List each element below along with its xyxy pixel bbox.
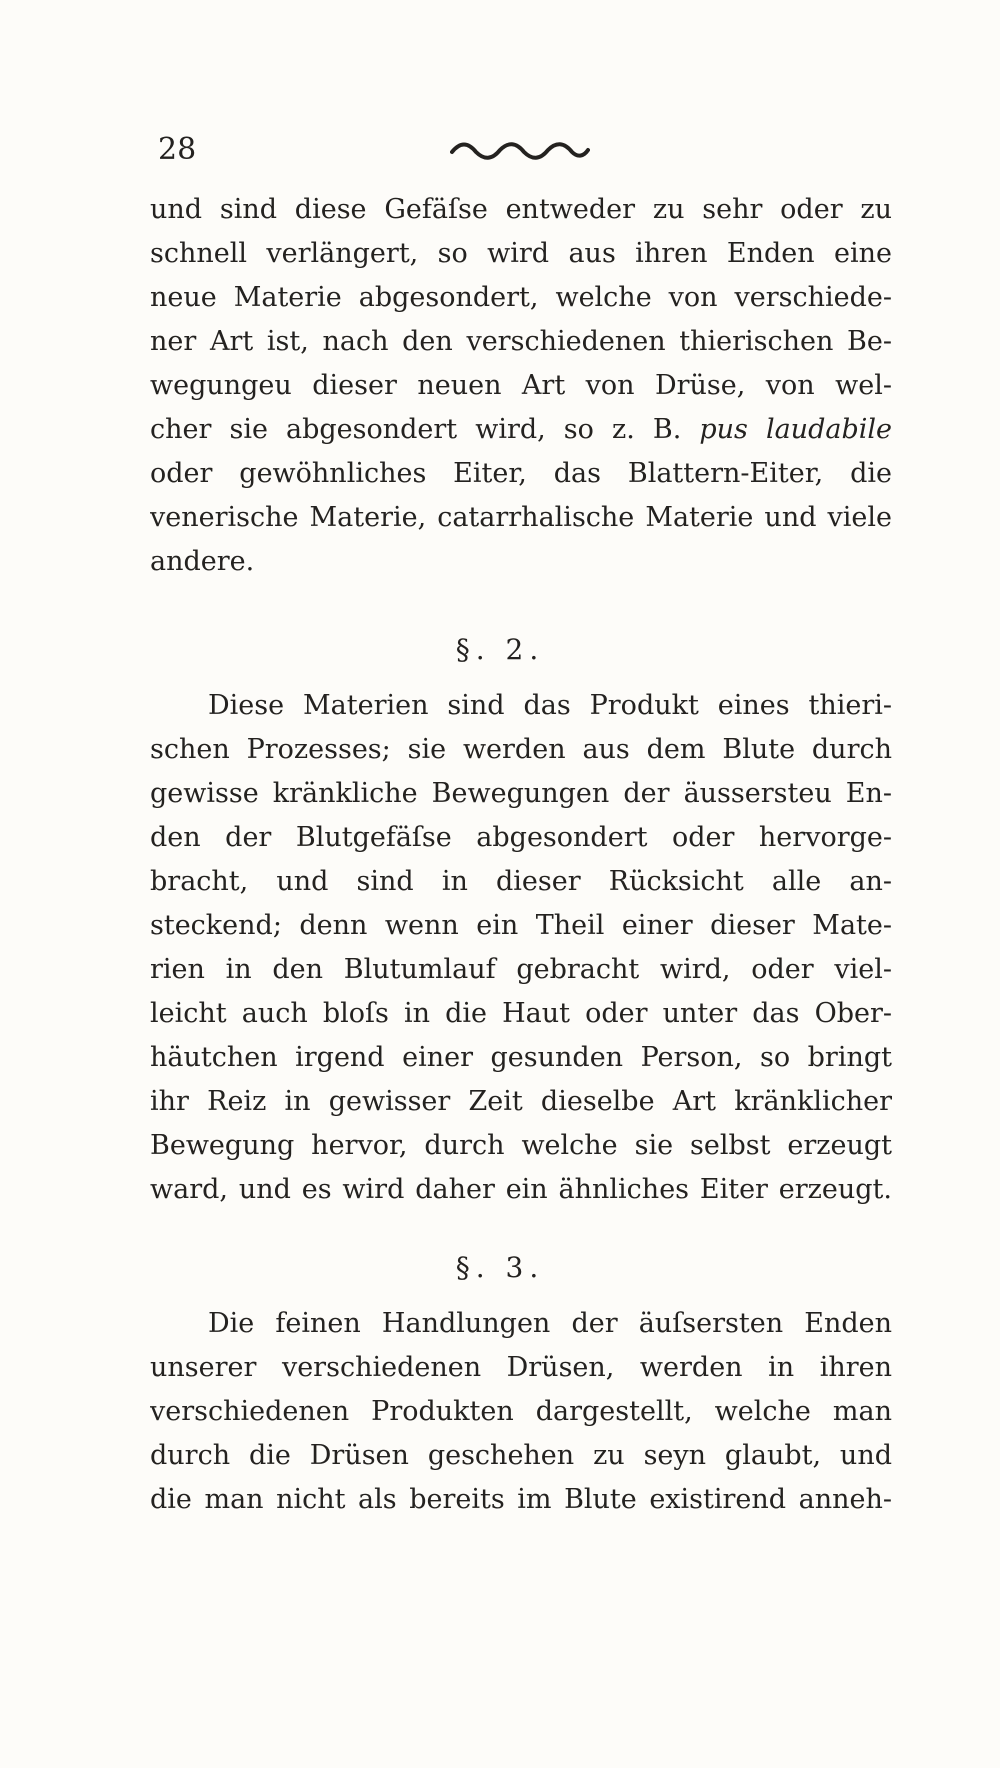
text-line: venerische Materie, catarrhalische Materie und viele [150,502,892,533]
text-line: Bewegung hervor, durch welche sie selbst erzeugt [150,1130,892,1161]
text-line: andere. [150,546,255,577]
text-segment: cher sie abgesondert wird, so z. B. [150,414,682,445]
text-line: steckend; denn wenn ein Theil einer dieser Mate- [150,910,892,941]
text-line: ward, und es wird daher ein ähnliches Eiter erzeugt. [150,1174,892,1205]
text-line: Die feinen Handlungen der äuſsersten Enden [208,1308,892,1339]
page-header [158,130,892,170]
text-line-with-italic [150,408,892,452]
italic-latin-term: pus laudabile [699,414,892,445]
text-line: die man nicht als bereits im Blute existirend anneh- [150,1484,892,1515]
text-line: verschiedenen Produkten dargestellt, welche man [150,1396,892,1427]
section-heading: §. 3. [455,1251,545,1284]
paragraph-continuation [150,188,892,584]
text-line: rien in den Blutumlauf gebracht wird, oder viel- [150,954,892,985]
text-line: schen Prozesses; sie werden aus dem Blute durch [150,734,892,765]
text-line: gewisse kränkliche Bewegungen der äussersteu En- [150,778,892,809]
text-line: neue Materie abgesondert, welche von verschiede- [150,282,892,313]
text-line: häutchen irgend einer gesunden Person, so bringt [150,1042,892,1073]
section-heading: §. 2. [455,633,545,666]
text-line: wegungeu dieser neuen Art von Drüse, von wel- [150,370,892,401]
text-line: oder gewöhnliches Eiter, das Blattern-Eiter, die [150,458,892,489]
text-line: Diese Materien sind das Produkt eines thieri- [208,690,892,721]
decorative-ornament-icon [450,138,590,162]
text-line: schnell verlängert, so wird aus ihren Enden eine [150,238,892,269]
text-line: durch die Drüsen geschehen zu seyn glaubt, und [150,1440,892,1471]
text-line: ihr Reiz in gewisser Zeit dieselbe Art kränklicher [150,1086,892,1117]
text-line: ner Art ist, nach den verschiedenen thierischen Be- [150,326,892,357]
text-line: und sind diese Gefäſse entweder zu sehr oder zu [150,194,892,225]
text-line: leicht auch bloſs in die Haut oder unter das Ober- [150,998,892,1029]
page-number: 28 [158,132,197,167]
paragraph-section-2 [150,684,892,1212]
text-line: bracht, und sind in dieser Rücksicht alle an- [150,866,892,897]
text-line: den der Blutgefäſse abgesondert oder hervorge- [150,822,892,853]
text-line: unserer verschiedenen Drüsen, werden in ihren [150,1352,892,1383]
paragraph-section-3 [150,1302,892,1522]
